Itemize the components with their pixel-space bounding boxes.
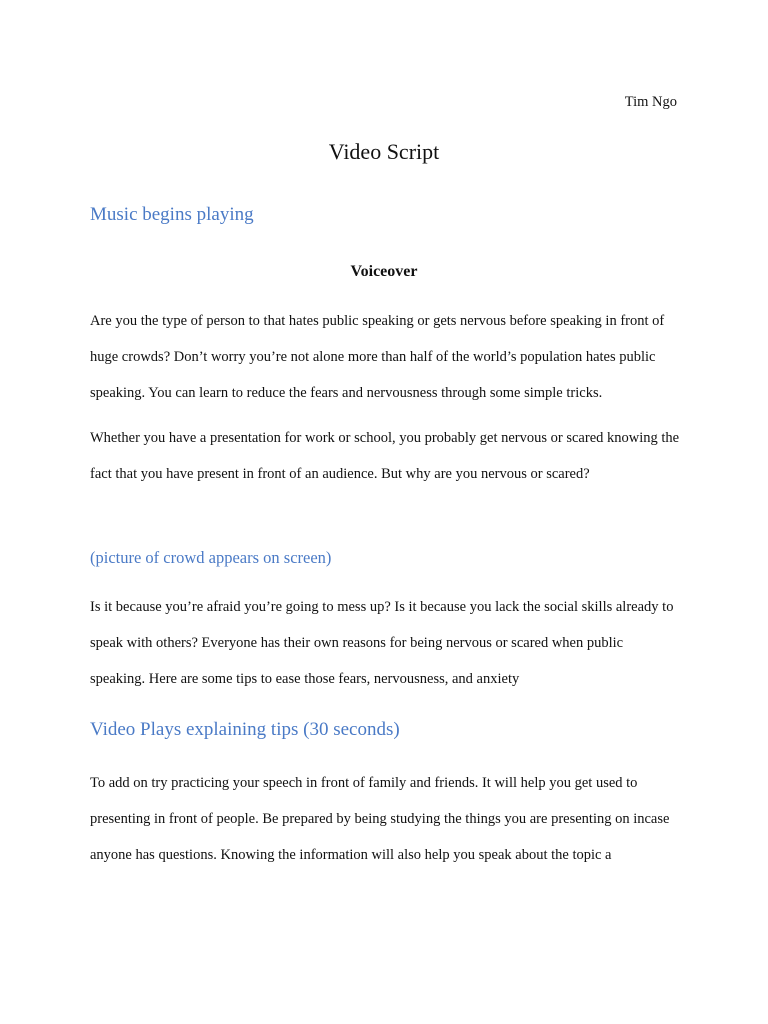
section-heading-music: Music begins playing <box>90 204 254 225</box>
section-heading-voiceover: Voiceover <box>350 263 418 280</box>
author-name: Tim Ngo <box>624 94 677 110</box>
paragraph-practice: To add on try practicing your speech in front of family and friends. It will help you get used to presenting in front of people. Be prepared by being studying the things you are presenting on incase anyone has questions. Knowing the information will also help you speak about the topic a <box>90 775 670 863</box>
stage-direction-crowd: (picture of crowd appears on screen) <box>90 548 332 567</box>
section-heading-video: Video Plays explaining tips (30 seconds) <box>90 719 400 740</box>
document-title: Video Script <box>328 139 440 164</box>
paragraph-reasons: Is it because you’re afraid you’re going to mess up? Is it because you lack the social skills already to speak with others? Everyone has their own reasons for being nervous or scared when public speaking. Here are some tips to ease those fears, nervousness, and anxiety <box>90 599 674 687</box>
paragraph-presentation: Whether you have a presentation for work or school, you probably get nervous or scared knowing the fact that you have present in front of an audience. But why are you nervous or scared? <box>90 430 680 482</box>
paragraph-intro: Are you the type of person to that hates public speaking or gets nervous before speaking in front of huge crowds? Don’t worry you’re not alone more than half of the world’s population hates public speaking. You can learn to reduce the fears and nervousness through some simple tricks. <box>90 313 665 401</box>
